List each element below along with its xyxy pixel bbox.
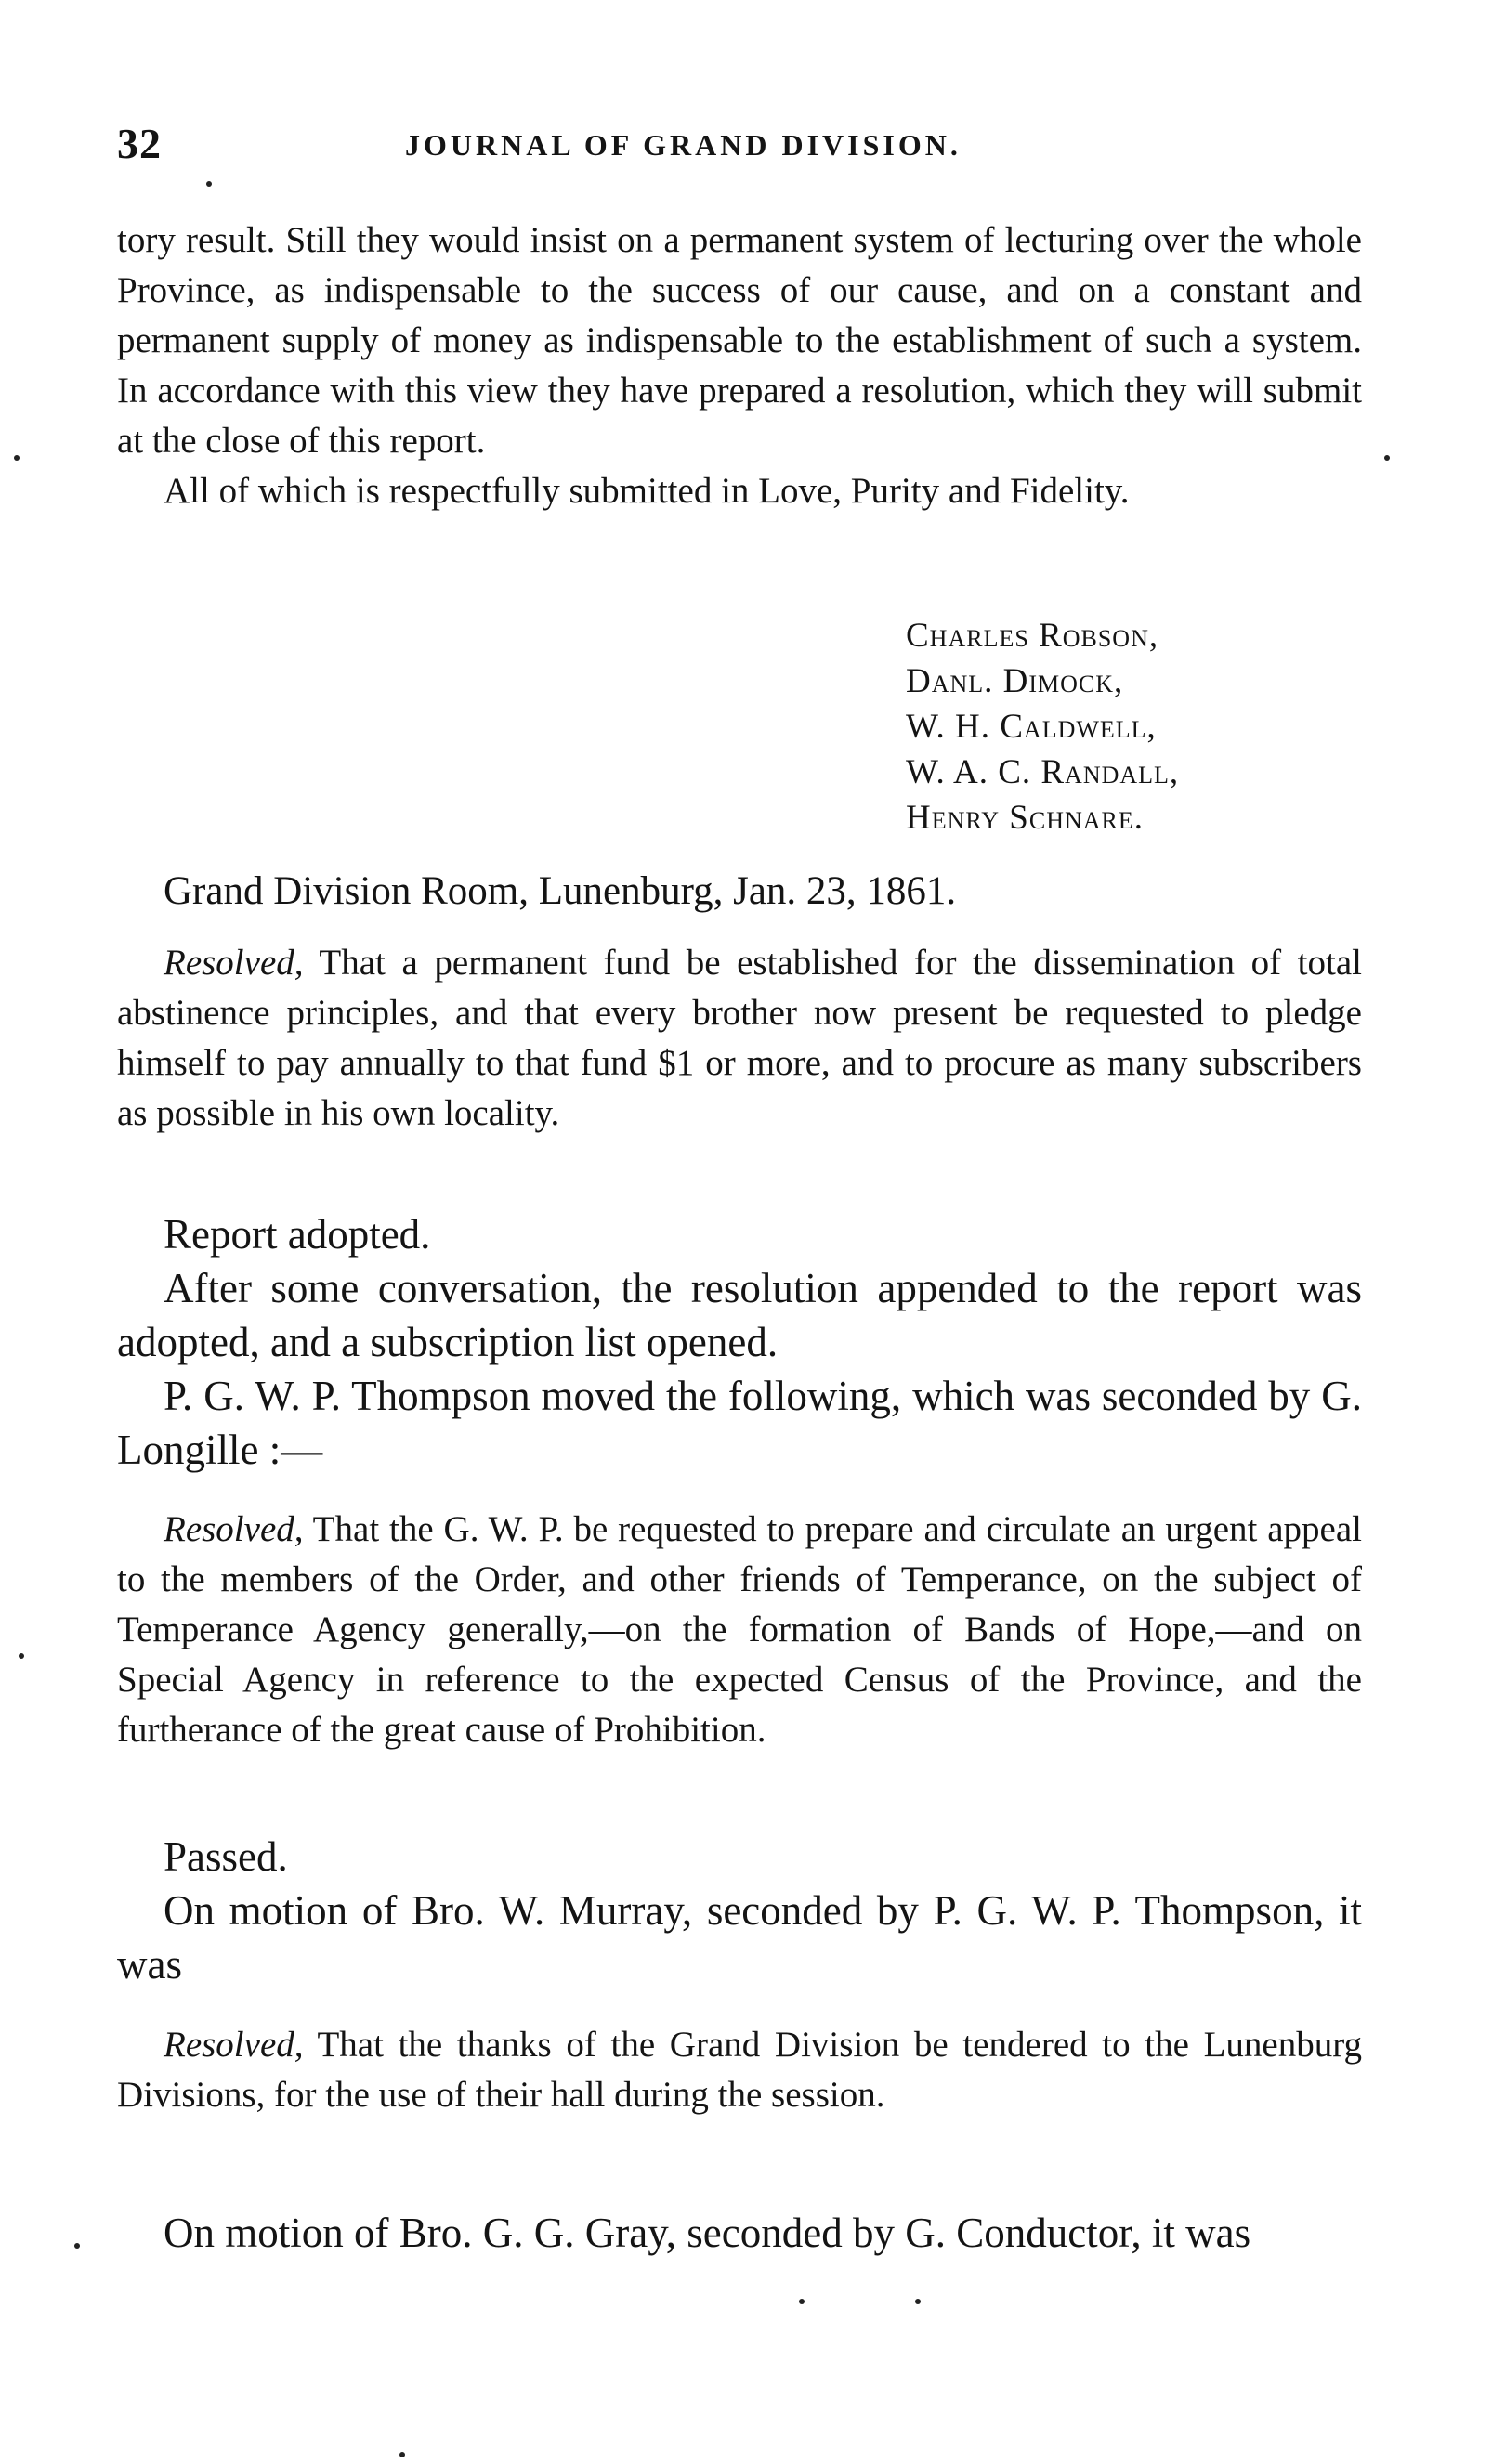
signatory: Henry Schnare.: [906, 799, 1145, 837]
ink-speck: [206, 181, 212, 187]
gray-motion: On motion of Bro. G. G. Gray, seconded by G. Conductor, it was: [164, 2210, 1251, 2256]
resolution-fund-block: [117, 938, 1362, 1139]
resolution-text: That the G. W. P. be requested to prepare and circulate an urgent appeal to the members of the Order, and other friends of Temperance, on the subject of Temperance Agency generally,—on the formation of Bands of Hope,—and on Special Agency in reference to the expected Census of the Province, and the furtherance of the great cause of Prohibition.: [117, 1509, 1362, 1750]
ink-speck: [19, 1653, 24, 1659]
resolution-text: That the thanks of the Grand Division be tendered to the Lunenburg Divisions, for the use of their hall during the session.: [117, 2025, 1362, 2115]
ink-speck: [74, 2243, 80, 2249]
ink-speck: [915, 2299, 921, 2304]
report-closing: All of which is respectfully submitted in Love, Purity and Fidelity.: [164, 471, 1130, 511]
murray-motion: On motion of Bro. W. Murray, seconded by P. G. W. P. Thompson, it was: [117, 1887, 1362, 1988]
resolution-text: That a permanent fund be established for the dissemination of total abstinence principles, and that every brother now present be requested to pledge himself to pay annually to that fund $1 or more, and to procure as many subscribers as possible in his own locality.: [117, 943, 1362, 1133]
report-continuation: tory result. Still they would insist on a permanent system of lecturing over the whole Province, as indispensable to the success of our cause, and on a constant and permanent supply of money as indispensable to the establishment of such a system. In accordance with this view they have prepared a resolution, which they will submit at the close of this report.: [117, 220, 1362, 461]
resolution-appeal: [117, 1505, 1362, 1755]
after-conversation: After some conversation, the resolution appended to the report was adopted, and a subscription list opened.: [117, 1265, 1362, 1365]
resolution-fund: [117, 938, 1362, 1139]
signatory: W. H. Caldwell,: [906, 708, 1157, 746]
ink-speck: [14, 455, 20, 461]
minutes-passed-block: [117, 1830, 1362, 1991]
resolution-thanks-block: [117, 2020, 1362, 2120]
ink-speck: [1384, 455, 1390, 461]
report-adopted: Report adopted.: [164, 1211, 431, 1258]
ink-speck: [799, 2299, 805, 2304]
passed: Passed.: [164, 1833, 288, 1880]
resolved-label: Resolved,: [164, 943, 304, 983]
journal-title: JOURNAL OF GRAND DIVISION.: [405, 128, 962, 162]
signatory: W. A. C. Randall,: [906, 753, 1180, 791]
signatories: [906, 613, 1179, 841]
resolution-thanks: [117, 2020, 1362, 2120]
place-date: Grand Division Room, Lunenburg, Jan. 23, 1861.: [164, 869, 957, 913]
report-continuation-block: [117, 215, 1362, 516]
running-head: [117, 119, 1362, 175]
minutes-gray-block: [117, 2206, 1362, 2260]
resolved-label: Resolved,: [164, 2025, 304, 2065]
signatory: Danl. Dimock,: [906, 662, 1124, 700]
minutes-adoption-block: [117, 1207, 1362, 1477]
page-number: 32: [117, 120, 162, 167]
resolution-appeal-block: [117, 1505, 1362, 1755]
ink-speck: [399, 2452, 405, 2457]
signatory: Charles Robson,: [906, 617, 1159, 655]
thompson-motion: P. G. W. P. Thompson moved the following, which was seconded by G. Longille :—: [117, 1373, 1362, 1473]
resolved-label: Resolved,: [164, 1509, 304, 1549]
